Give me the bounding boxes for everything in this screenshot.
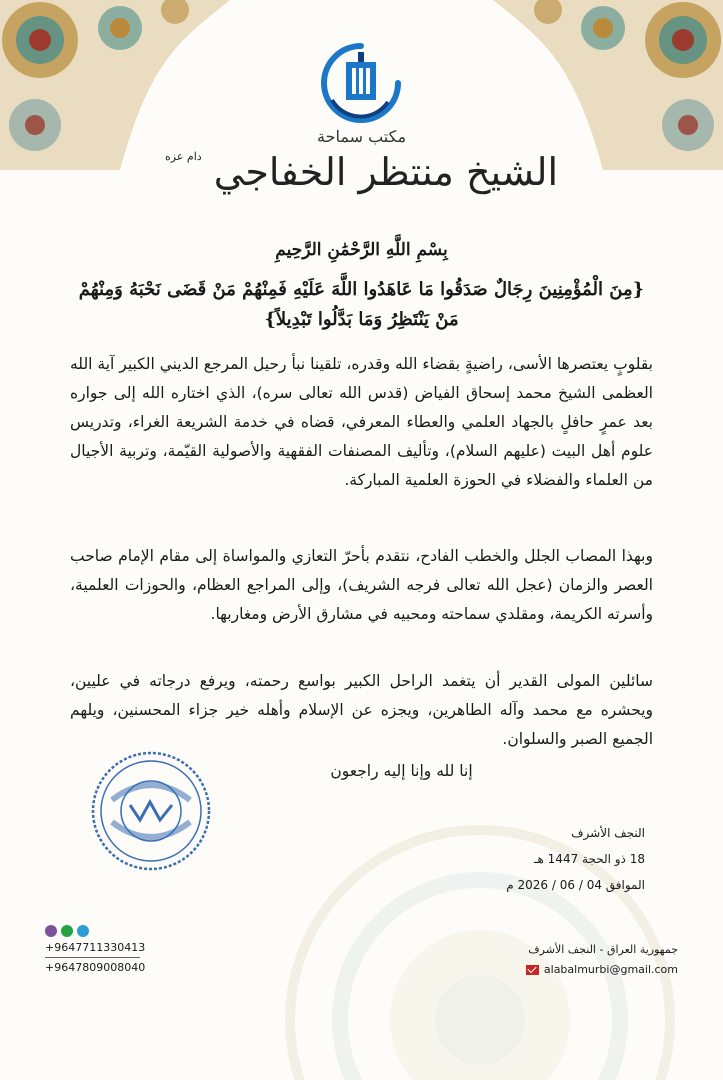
- whatsapp-icon[interactable]: [61, 925, 73, 937]
- phone-1[interactable]: +9647711330413: [45, 941, 146, 954]
- basmala: بِسْمِ اللَّهِ الرَّحْمَٰنِ الرَّحِيمِ: [275, 240, 448, 260]
- quran-verse: {مِنَ الْمُؤْمِنِينَ رِجَالٌ صَدَقُوا مَا عَاهَدُوا اللَّهَ عَلَيْهِ فَمِنْهُمْ مَنْ قَضَى نَحْبَهُ وَمِنْهُمْ مَنْ يَنْتَظِرُ وَمَا بَدَّلُوا تَبْدِيلاً}: [78, 279, 645, 330]
- office-title: [0, 150, 723, 194]
- viber-icon[interactable]: [45, 925, 57, 937]
- phone-2[interactable]: +9647809008040: [45, 961, 146, 974]
- office-seal: [90, 750, 212, 872]
- footer-address: [526, 940, 678, 980]
- email-row: [526, 960, 678, 980]
- gregorian-date: الموافق 04 / 06 / 2026 م: [506, 878, 645, 892]
- office-subtitle: مكتب سماحة: [316, 127, 407, 146]
- paragraph-3: سائلين المولى القدير أن يتغمد الراحل الكبير بواسع رحمته، ويرفع درجاته في عليين، ويحشره مع محمد وآله الطاهرين، ويجزه عن الإسلام وأهله خير جزاء المحسنين، ويلهم الجميع الصبر والسلوان.: [70, 672, 653, 748]
- mail-icon: [526, 965, 539, 975]
- divider: [45, 957, 140, 958]
- social-icons: [45, 925, 145, 937]
- paragraph-1: بقلوبٍ يعتصرها الأسى، راضيةٍ بقضاء الله وقدره، تلقينا نبأ رحيل المرجع الديني الكبير آية الله العظمى الشيخ محمد إسحاق الفياض (قدس الله تعالى سره)، الذي اختاره الله إلى جواره بعد عمرٍ حافلٍ بالجهاد العلمي والعطاء المعرفي، قضاه في خدمة الشريعة الغراء، وتدريس علوم أهل البيت (عليهم السلام)، وتأليف المصنفات الفقهية والأصولية القيّمة، وتربية الأجيال من العلماء والفضلاء في الحوزة العلمية المباركة.: [70, 355, 653, 489]
- email[interactable]: alabalmurbi@gmail.com: [543, 963, 678, 976]
- contact-phones: [45, 925, 145, 976]
- paragraph-2: وبهذا المصاب الجلل والخطب الفادح، نتقدم بأحرّ التعازي والمواساة إلى مقام الإمام صاحب العصر والزمان (عجل الله تعالى فرجه الشريف)، وإلى المراجع العظام، والحوزات العلمية، وأسرته الكريمة، ومقلدي سماحته ومحبيه في مشارق الأرض ومغاربها.: [70, 547, 653, 623]
- address: جمهورية العراق - النجف الأشرف: [528, 943, 678, 956]
- hijri-date: 18 ذو الحجة 1447 هـ: [534, 852, 645, 866]
- closing-phrase: إنا لله وإنا إليه راجعون: [330, 762, 473, 780]
- office-name: الشيخ منتظر الخفاجي: [213, 150, 558, 194]
- honorific: دام عزه: [164, 150, 202, 163]
- place-date-block: [445, 820, 645, 898]
- telegram-icon[interactable]: [77, 925, 89, 937]
- office-logo: [318, 40, 404, 126]
- place: النجف الأشرف: [571, 826, 645, 840]
